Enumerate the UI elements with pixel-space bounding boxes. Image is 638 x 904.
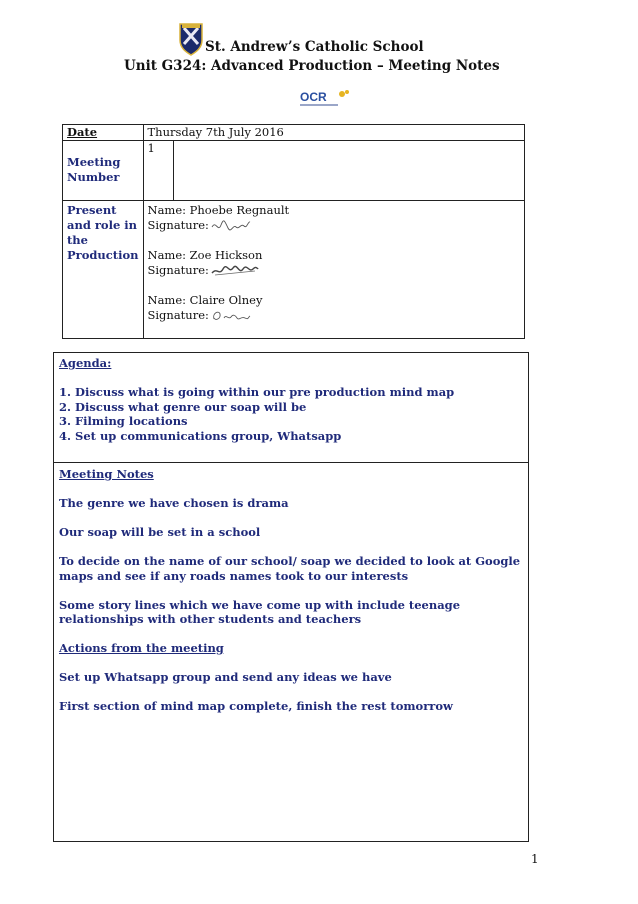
note-paragraph: Some story lines which we have come up with include teenage relationships with other students and teachers	[59, 597, 461, 626]
signature-scribble-icon	[211, 309, 251, 323]
actions-heading: Actions from the meeting	[59, 641, 224, 655]
date-value: Thursday 7th July 2016	[147, 125, 284, 139]
meeting-number-label-cell	[63, 141, 144, 201]
note-paragraph: Our soap will be set in a school	[59, 525, 261, 539]
agenda-section	[54, 353, 528, 463]
present-label-cell	[63, 201, 144, 339]
signature-label: Signature:	[147, 218, 209, 232]
member-name: Name: Phoebe Regnault	[147, 203, 290, 217]
meeting-notes-section	[54, 463, 528, 714]
meeting-notes-heading: Meeting Notes	[59, 467, 154, 481]
signature-label: Signature:	[147, 263, 209, 277]
date-label-cell	[63, 125, 144, 141]
member-name: Name: Zoe Hickson	[147, 248, 263, 262]
page-number: 1	[531, 852, 539, 866]
unit-title: Unit G324: Advanced Production – Meeting Notes	[124, 58, 500, 74]
note-paragraph: To decide on the name of our school/ soap we decided to look at Google maps and see if any roads names took to our interests	[59, 554, 521, 583]
meeting-number-label: Meeting Number	[67, 155, 121, 184]
meeting-number-value-cell	[143, 141, 173, 201]
action-item: Set up Whatsapp group and send any ideas we have	[59, 670, 392, 684]
date-label: Date	[67, 125, 98, 139]
agenda-item: 4. Set up communications group, Whatsapp	[59, 428, 342, 443]
present-role-label: Present and role in the Production	[67, 203, 139, 262]
date-value-cell	[143, 125, 525, 141]
signature-label: Signature:	[147, 308, 209, 322]
signature-scribble-icon	[211, 219, 251, 233]
svg-text:OCR: OCR	[300, 90, 327, 104]
meeting-info-table	[62, 124, 525, 339]
member-name: Name: Claire Olney	[147, 293, 263, 307]
agenda-item: 3. Filming locations	[59, 414, 188, 428]
signature-scribble-icon	[211, 264, 259, 278]
action-item: First section of mind map complete, finish the rest tomorrow	[59, 699, 453, 713]
members-cell	[143, 201, 525, 339]
note-paragraph: The genre we have chosen is drama	[59, 496, 289, 510]
agenda-item: 2. Discuss what genre our soap will be	[59, 399, 307, 414]
ocr-logo-icon	[298, 88, 360, 110]
agenda-heading: Agenda:	[59, 356, 112, 370]
school-title: St. Andrew’s Catholic School	[205, 39, 424, 55]
notes-box	[53, 352, 529, 842]
meeting-number-value: 1	[147, 141, 155, 155]
meeting-number-empty-cell	[173, 141, 525, 201]
school-crest-icon	[178, 22, 204, 56]
agenda-item: 1. Discuss what is going within our pre production mind map	[59, 385, 455, 399]
